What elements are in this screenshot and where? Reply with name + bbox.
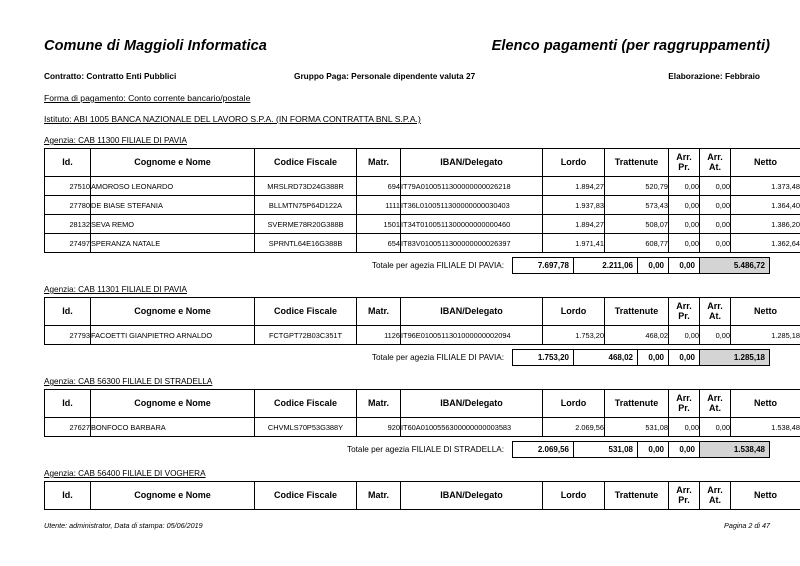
col-arr-at-line1: Arr. [707,152,723,163]
cell-matricola: 694 [357,177,401,196]
total-lordo: 2.069,56 [512,441,574,458]
cell-name: SEVA REMO [91,215,255,234]
col-name: Cognome e Nome [91,390,255,418]
report-title: Elenco pagamenti (per raggruppamenti) [491,38,770,54]
cell-lordo: 1.971,41 [543,234,605,253]
total-arr-at: 0,00 [669,257,700,274]
cell-id: 28132 [45,215,91,234]
cell-arr-pr: 0,00 [669,177,700,196]
col-trattenute: Trattenute [605,390,669,418]
cell-iban: IT60A0100556300000000003583 [401,418,543,437]
col-arr-at [700,298,731,326]
col-arr-pr [669,390,700,418]
agency-label-wrapper [44,276,770,297]
table-row [45,326,800,345]
col-arr-pr-line1: Arr. [676,152,692,163]
agency-section [44,368,800,458]
col-arr-at [700,482,731,510]
col-id: Id. [45,298,91,326]
cell-codice-fiscale: SVERME78R20G388B [255,215,357,234]
col-arr-pr-line2: Pr. [678,161,690,172]
cell-arr-pr: 0,00 [669,215,700,234]
col-arr-at [700,390,731,418]
cell-codice-fiscale: BLLMTN75P64D122A [255,196,357,215]
footer-page-number: Pagina 2 di 47 [724,521,770,530]
col-trattenute: Trattenute [605,149,669,177]
cell-matricola: 1501 [357,215,401,234]
col-arr-pr [669,149,700,177]
cell-matricola: 1111 [357,196,401,215]
cell-arr-pr: 0,00 [669,234,700,253]
table-row [45,234,800,253]
col-arr-pr-line2: Pr. [678,310,690,321]
agency-section [44,276,800,366]
col-arr-pr [669,298,700,326]
contract-label: Contratto: Contratto Enti Pubblici [44,71,177,81]
total-arr-pr: 0,00 [638,441,669,458]
col-arr-at-line1: Arr. [707,485,723,496]
payment-form-wrapper [44,81,770,106]
cell-netto: 1.362,64 [731,234,800,253]
col-netto: Netto [731,482,800,510]
cell-arr-at: 0,00 [700,234,731,253]
cell-trattenute: 608,77 [605,234,669,253]
payments-table [44,297,800,345]
cell-codice-fiscale: SPRNTL64E16G388B [255,234,357,253]
col-codice-fiscale: Codice Fiscale [255,482,357,510]
col-arr-pr-line1: Arr. [676,485,692,496]
cell-lordo: 1.894,27 [543,215,605,234]
cell-name: FACOETTI GIANPIETRO ARNALDO [91,326,255,345]
totals-label: Totale per agezia FILIALE DI STRADELLA: [346,445,504,454]
total-trattenute: 2.211,06 [574,257,638,274]
agency-label: Agenzia: CAB 11301 FILIALE DI PAVIA [44,285,187,294]
col-netto: Netto [731,390,800,418]
cell-id: 27780 [45,196,91,215]
col-lordo: Lordo [543,390,605,418]
total-trattenute: 531,08 [574,441,638,458]
cell-lordo: 2.069,56 [543,418,605,437]
cell-lordo: 1.894,27 [543,177,605,196]
payroll-group-label: Gruppo Paga: Personale dipendente valuta 27 [294,71,476,81]
table-row [45,196,800,215]
col-lordo: Lordo [543,482,605,510]
cell-iban: IT36L0100511300000000030403 [401,196,543,215]
col-arr-pr-line2: Pr. [678,494,690,505]
col-codice-fiscale: Codice Fiscale [255,149,357,177]
agency-label-wrapper [44,127,770,148]
col-arr-at-line1: Arr. [707,393,723,404]
table-row [45,177,800,196]
total-trattenute: 468,02 [574,349,638,366]
footer-user-date: Utente: administrator, Data di stampa: 05/06/2019 [44,521,203,530]
col-codice-fiscale: Codice Fiscale [255,390,357,418]
col-arr-pr [669,482,700,510]
total-lordo: 1.753,20 [512,349,574,366]
cell-netto: 1.538,48 [731,418,800,437]
cell-codice-fiscale: CHVMLS70P53G388Y [255,418,357,437]
col-arr-at-line2: At. [709,161,721,172]
cell-id: 27793 [45,326,91,345]
cell-arr-at: 0,00 [700,177,731,196]
cell-name: SPERANZA NATALE [91,234,255,253]
col-matricola: Matr. [357,482,401,510]
cell-iban: IT96E0100511301000000002094 [401,326,543,345]
col-arr-at-line2: At. [709,494,721,505]
table-header-row [45,149,800,177]
cell-iban: IT34T0100511300000000000460 [401,215,543,234]
totals-row [44,441,770,458]
cell-netto: 1.373,48 [731,177,800,196]
totals-label: Totale per agezia FILIALE DI PAVIA: [371,261,504,270]
document-meta [44,71,770,81]
cell-netto: 1.285,18 [731,326,800,345]
cell-name: BONFOCO BARBARA [91,418,255,437]
total-netto: 1.285,18 [700,349,770,366]
col-name: Cognome e Nome [91,149,255,177]
agency-section [44,127,800,274]
col-arr-pr-line2: Pr. [678,402,690,413]
organization-title: Comune di Maggioli Informatica [44,38,267,54]
col-lordo: Lordo [543,298,605,326]
col-name: Cognome e Nome [91,482,255,510]
cell-codice-fiscale: FCTGPT72B03C351T [255,326,357,345]
cell-arr-at: 0,00 [700,215,731,234]
cell-iban: IT83V0100511300000000026397 [401,234,543,253]
cell-trattenute: 531,08 [605,418,669,437]
agency-label: Agenzia: CAB 11300 FILIALE DI PAVIA [44,136,187,145]
cell-lordo: 1.753,20 [543,326,605,345]
col-iban: IBAN/Delegato [401,482,543,510]
col-id: Id. [45,390,91,418]
total-arr-pr: 0,00 [638,257,669,274]
totals-label: Totale per agezia FILIALE DI PAVIA: [371,353,504,362]
col-name: Cognome e Nome [91,298,255,326]
totals-row [44,349,770,366]
col-matricola: Matr. [357,298,401,326]
cell-netto: 1.364,40 [731,196,800,215]
table-header-row [45,482,800,510]
col-iban: IBAN/Delegato [401,390,543,418]
cell-arr-at: 0,00 [700,418,731,437]
total-netto: 5.486,72 [700,257,770,274]
agency-label: Agenzia: CAB 56300 FILIALE DI STRADELLA [44,377,213,386]
institute-line: Istituto: ABI 1005 BANCA NAZIONALE DEL LAVORO S.P.A. (IN FORMA CONTRATTA BNL S.P.A.) [44,114,421,124]
agency-label: Agenzia: CAB 56400 FILIALE DI VOGHERA [44,469,206,478]
col-lordo: Lordo [543,149,605,177]
cell-name: DE BIASE STEFANIA [91,196,255,215]
cell-arr-pr: 0,00 [669,418,700,437]
cell-trattenute: 573,43 [605,196,669,215]
cell-iban: IT79A0100511300000000026218 [401,177,543,196]
col-matricola: Matr. [357,149,401,177]
document-header [44,38,770,54]
elaboration-label: Elaborazione: Febbraio [668,71,760,81]
cell-name: AMOROSO LEONARDO [91,177,255,196]
col-trattenute: Trattenute [605,482,669,510]
col-matricola: Matr. [357,390,401,418]
col-codice-fiscale: Codice Fiscale [255,298,357,326]
table-header-row [45,390,800,418]
col-iban: IBAN/Delegato [401,298,543,326]
col-arr-pr-line1: Arr. [676,301,692,312]
col-netto: Netto [731,298,800,326]
payment-form-line: Forma di pagamento: Conto corrente bancario/postale [44,93,251,103]
agency-label-wrapper [44,460,770,481]
cell-netto: 1.386,20 [731,215,800,234]
col-arr-at [700,149,731,177]
total-arr-at: 0,00 [669,349,700,366]
cell-arr-pr: 0,00 [669,196,700,215]
agency-label-wrapper [44,368,770,389]
total-arr-pr: 0,00 [638,349,669,366]
cell-id: 27510 [45,177,91,196]
col-id: Id. [45,149,91,177]
totals-row [44,257,770,274]
col-arr-at-line1: Arr. [707,301,723,312]
cell-trattenute: 508,07 [605,215,669,234]
col-netto: Netto [731,149,800,177]
payments-table [44,481,800,510]
payments-table [44,389,800,437]
cell-matricola: 1126 [357,326,401,345]
col-trattenute: Trattenute [605,298,669,326]
cell-trattenute: 468,02 [605,326,669,345]
col-iban: IBAN/Delegato [401,149,543,177]
agency-section [44,460,777,510]
cell-arr-pr: 0,00 [669,326,700,345]
cell-arr-at: 0,00 [700,326,731,345]
cell-trattenute: 520,79 [605,177,669,196]
cell-codice-fiscale: MRSLRD73D24G388R [255,177,357,196]
cell-lordo: 1.937,83 [543,196,605,215]
cell-arr-at: 0,00 [700,196,731,215]
table-row [45,418,800,437]
total-lordo: 7.697,78 [512,257,574,274]
cell-matricola: 920 [357,418,401,437]
cell-id: 27627 [45,418,91,437]
col-arr-pr-line1: Arr. [676,393,692,404]
total-arr-at: 0,00 [669,441,700,458]
cell-matricola: 654 [357,234,401,253]
document-footer [44,521,770,530]
col-arr-at-line2: At. [709,310,721,321]
table-header-row [45,298,800,326]
col-id: Id. [45,482,91,510]
total-netto: 1.538,48 [700,441,770,458]
institute-wrapper [44,106,770,127]
payments-table [44,148,800,253]
col-arr-at-line2: At. [709,402,721,413]
cell-id: 27497 [45,234,91,253]
table-row [45,215,800,234]
